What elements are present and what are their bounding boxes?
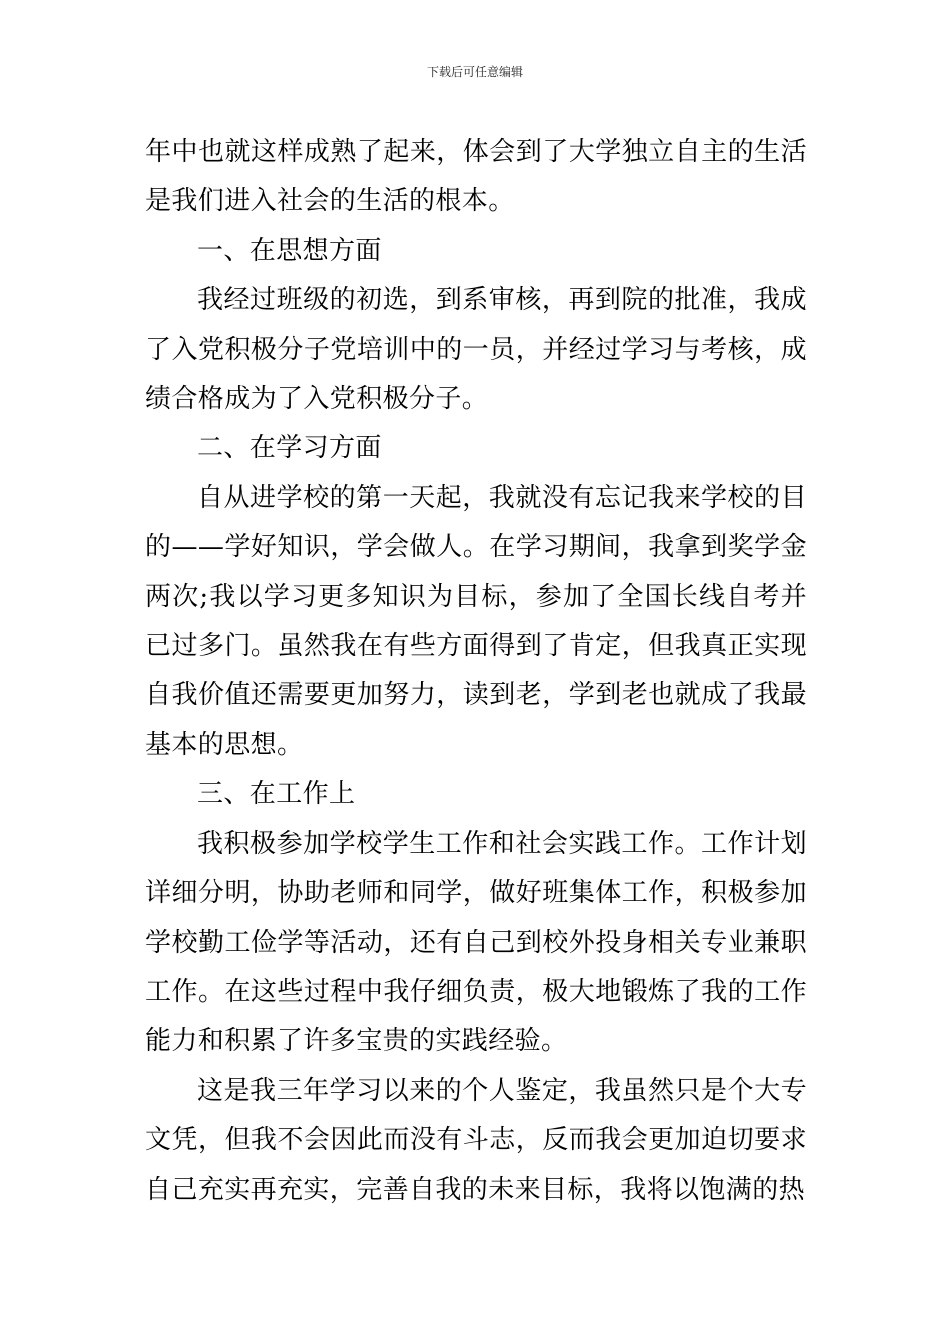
- section-heading-study: 二、在学习方面: [197, 433, 382, 464]
- page-header: 下载后可任意编辑: [426, 65, 523, 79]
- paragraph-thought: 我经过班级的初选，到系审核，再到院的批准，我成了入党积极分子党培训中的一员，并经过学习与考核，成绩合格成为了入党积极分子。: [145, 285, 807, 415]
- paragraph-conclusion: 这是我三年学习以来的个人鉴定，我虽然只是个大专文凭，但我不会因此而没有斗志，反而我会更加迫切要求自己充实再充实，完善自我的未来目标，我将以饱满的热: [145, 1075, 807, 1205]
- paragraph-work: 我积极参加学校学生工作和社会实践工作。工作计划详细分明，协助老师和同学，做好班集体工作，积极参加学校勤工俭学等活动，还有自己到校外投身相关专业兼职工作。在这些过程中我仔细负责，极大地锻炼了我的工作能力和积累了许多宝贵的实践经验。: [145, 828, 807, 1057]
- section-heading-work: 三、在工作上: [197, 779, 356, 810]
- section-heading-thought: 一、在思想方面: [197, 235, 382, 266]
- document-body: [145, 128, 807, 1215]
- paragraph-continuation: 年中也就这样成熟了起来，体会到了大学独立自主的生活是我们进入社会的生活的根本。: [145, 137, 807, 217]
- paragraph-study: 自从进学校的第一天起，我就没有忘记我来学校的目的——学好知识，学会做人。在学习期间，我拿到奖学金两次;我以学习更多知识为目标，参加了全国长线自考并已过多门。虽然我在有些方面得到了肯定，但我真正实现自我价值还需要更加努力，读到老，学到老也就成了我最基本的思想。: [145, 482, 807, 760]
